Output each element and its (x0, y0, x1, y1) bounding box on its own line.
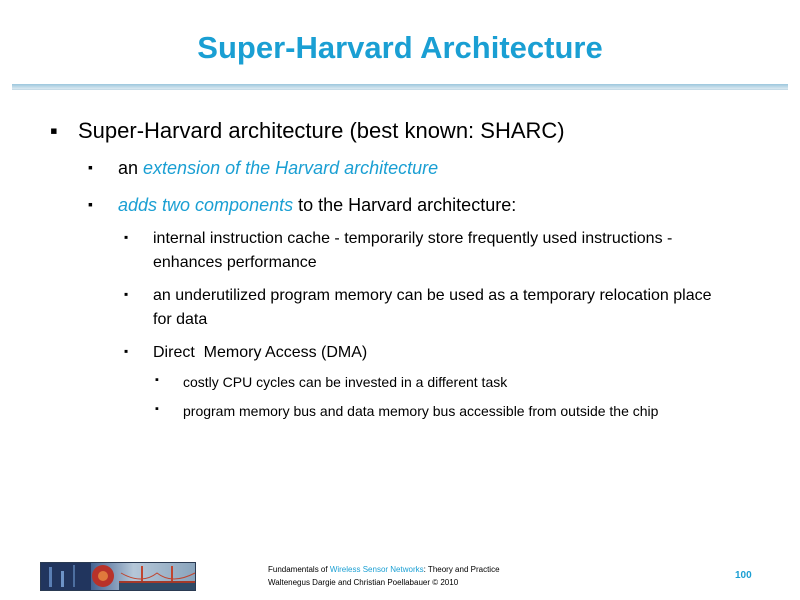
square-bullet-icon: ▪ (88, 159, 93, 175)
bullet-text: Super-Harvard architecture (best known: SHARC) (78, 118, 565, 143)
bullet-text: program memory bus and data memory bus accessible from outside the chip (183, 403, 659, 419)
highlight-text: extension of the Harvard architecture (143, 158, 439, 178)
square-bullet-icon: ▪ (88, 196, 93, 212)
footer-prefix: Fundamentals of (268, 565, 330, 574)
footer-banner-image (40, 562, 196, 591)
square-bullet-icon: ▪ (50, 118, 58, 143)
slide-title: Super-Harvard Architecture (197, 30, 603, 65)
title-divider (12, 84, 788, 89)
bullet-text: costly CPU cycles can be invested in a different task (183, 374, 508, 390)
highlight-text: adds two components (118, 195, 294, 215)
footer-suffix: : Theory and Practice (423, 565, 500, 574)
bullet-text: an underutilized program memory can be used as a temporary relocation place for data (153, 287, 712, 328)
square-bullet-icon: ▪ (155, 403, 159, 415)
bullet-text: Direct Memory Access (DMA) (153, 344, 368, 361)
square-bullet-icon: ▪ (124, 287, 129, 301)
square-bullet-icon: ▪ (124, 344, 129, 358)
page-number: 100 (735, 570, 752, 581)
bullet-text: internal instruction cache - temporarily store frequently used instructions - enhances performance (153, 230, 673, 271)
bullet-text (118, 194, 516, 216)
square-bullet-icon: ▪ (124, 230, 129, 244)
bullet-text (118, 157, 438, 179)
square-bullet-icon: ▪ (155, 374, 159, 386)
footer-collage-graphic (41, 563, 195, 590)
bullet-text-rest: to the Harvard architecture: (293, 195, 517, 215)
footer-citation (268, 563, 500, 589)
bullet-text-prefix: an (118, 158, 144, 178)
footer-line-2: Waltenegus Dargie and Christian Poellabauer © 2010 (268, 578, 459, 587)
footer-book-highlight: Wireless Sensor Networks (329, 565, 424, 574)
footer-line-1 (268, 563, 500, 576)
